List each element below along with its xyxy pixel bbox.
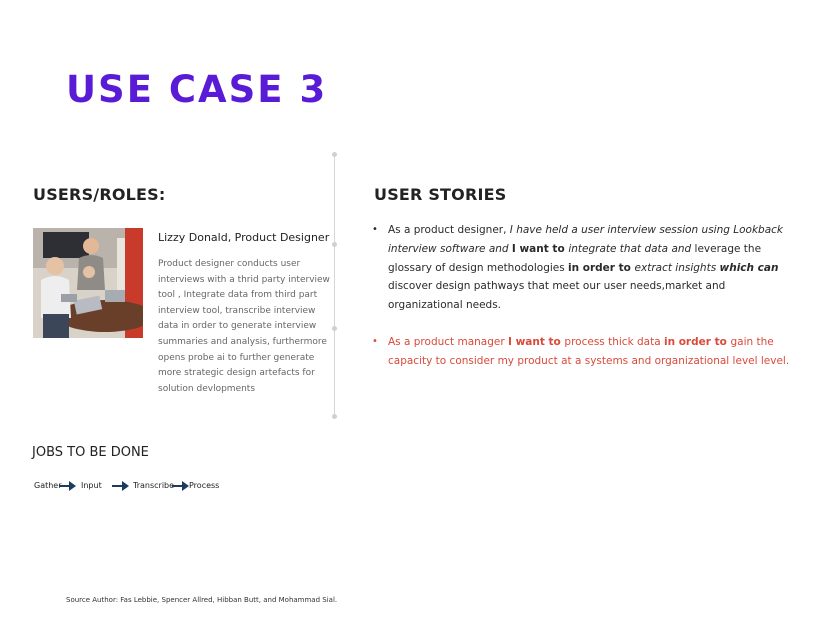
divider-dot-bottom (332, 414, 337, 419)
flow-step-gather: Gather (34, 481, 62, 490)
story-text: gain the capacity to consider my product at a systems and organizational level level. (388, 335, 790, 367)
story-text: integrate that data and (568, 242, 695, 255)
user-stories-heading: USER STORIES (374, 185, 507, 204)
bullet-icon: • (372, 335, 378, 347)
story-keyword: I want to (508, 335, 565, 348)
jobs-to-be-done-heading: JOBS TO BE DONE (32, 445, 149, 460)
flow-step-transcribe: Transcribe (133, 481, 175, 490)
story-text: process thick data (564, 335, 664, 348)
story-keyword: which can (719, 261, 779, 274)
team-meeting-photo-icon (33, 228, 143, 338)
source-attribution: Source Author: Fas Lebbie, Spencer Allred, Hibban Butt, and Mohammad Sial. (66, 596, 338, 604)
story-text: I have held a user interview session using Lookback interview software and (388, 224, 783, 255)
story-text: discover design pathways that meet our user needs,market and organizational needs. (388, 280, 726, 312)
right-arrow-icon (112, 480, 130, 492)
user-story-product-designer (372, 221, 800, 315)
bullet-icon: • (372, 224, 378, 235)
page-title: USE CASE 3 (66, 68, 328, 111)
story-keyword: in order to (568, 261, 635, 274)
divider-dot-top (332, 152, 337, 157)
flow-step-input: Input (81, 481, 102, 490)
persona-description: Product designer conducts user interviews with a thrid party interview tool , Integrate data from third part interview tool, transcribe interview data in order to generate interview summaries and analysis, furthermore opens probe ai to further generate more strategic design artefacts for solution devlopments (158, 259, 330, 394)
story-text: extract insights (634, 261, 720, 274)
right-arrow-icon (59, 480, 77, 492)
story-keyword: I want to (511, 242, 569, 255)
user-story-product-manager (372, 333, 800, 371)
story-text: As a product designer, (388, 224, 510, 236)
right-arrow-icon (172, 480, 190, 492)
story-text: leverage the glossary of design methodologies (388, 242, 762, 274)
persona-name: Lizzy Donald, Product Designer (158, 231, 330, 244)
divider-dot-lower (332, 326, 337, 331)
column-divider (334, 155, 335, 417)
flow-step-process: Process (189, 481, 220, 490)
story-keyword: in order to (663, 335, 731, 348)
user-stories-list (372, 221, 800, 389)
story-text: As a product manager (388, 335, 509, 348)
users-roles-heading: USERS/ROLES: (33, 185, 166, 204)
persona-photo (33, 228, 143, 338)
divider-dot-middle (332, 242, 337, 247)
